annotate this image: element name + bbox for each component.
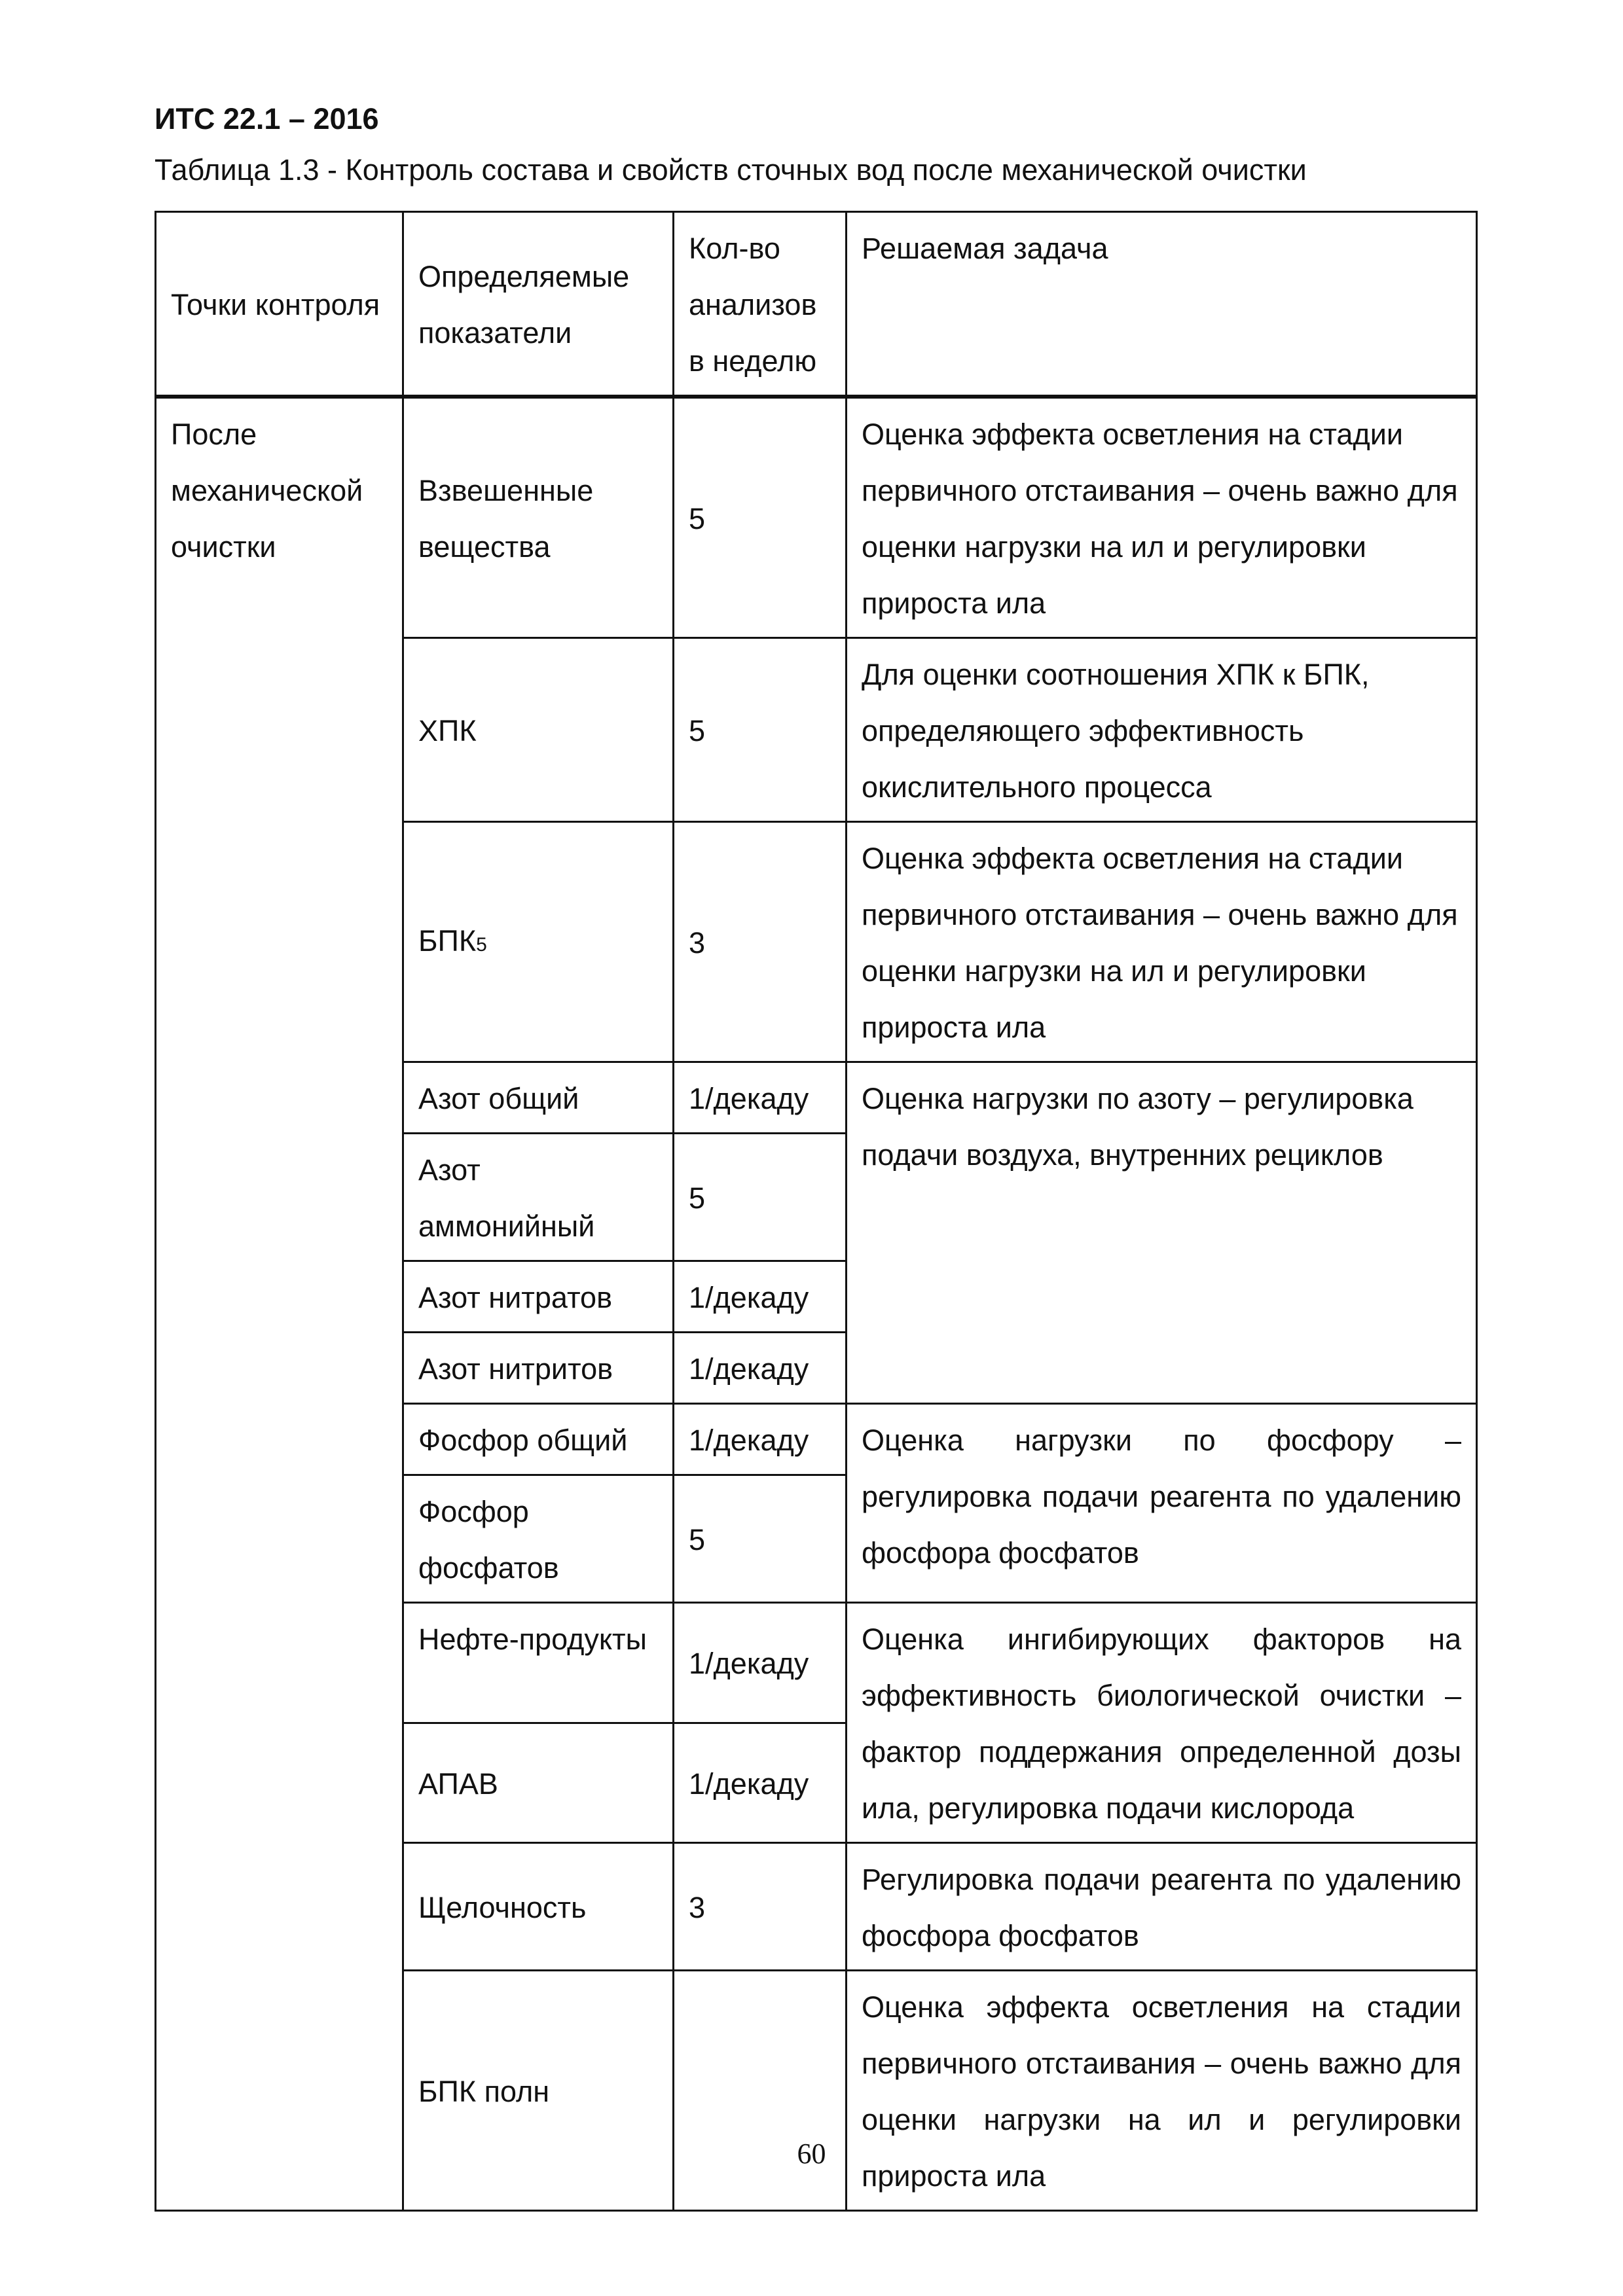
count-cell: 1/декаду	[674, 1603, 847, 1723]
task-cell: Оценка ингибирующих факторов на эффективность биологической очистки – фактор поддержания определенной дозы ила, регулировка подачи кислорода	[847, 1603, 1477, 1843]
count-cell: 1/декаду	[674, 1333, 847, 1404]
count-cell: 5	[674, 1475, 847, 1603]
count-cell: 1/декаду	[674, 1723, 847, 1843]
indicator-cell: АПАВ	[403, 1723, 674, 1843]
indicator-text: БПК	[418, 924, 477, 958]
task-cell: Оценка нагрузки по азоту – регулировка подачи воздуха, внутренних рециклов	[847, 1062, 1477, 1404]
indicator-cell: Щелочность	[403, 1843, 674, 1971]
indicator-cell: ХПК	[403, 638, 674, 822]
table-header-row	[156, 212, 1477, 397]
indicator-cell: Азот нитритов	[403, 1333, 674, 1404]
task-cell: Оценка эффекта осветления на стадии первичного отстаивания – очень важно для оценки нагрузки на ил и регулировки прироста ила	[847, 822, 1477, 1062]
task-cell: Оценка нагрузки по фосфору – регулировка подачи реагента по удалению фосфора фосфатов	[847, 1404, 1477, 1603]
header-control-points: Точки контроля	[156, 212, 403, 397]
control-table	[155, 211, 1478, 2212]
indicator-cell	[403, 822, 674, 1062]
count-cell: 5	[674, 397, 847, 638]
indicator-cell: Азот аммонийный	[403, 1134, 674, 1261]
count-cell: 5	[674, 1134, 847, 1261]
indicator-cell: Азот нитратов	[403, 1261, 674, 1333]
table-caption: Таблица 1.3 - Контроль состава и свойств сточных вод после механической очистки	[155, 153, 1307, 187]
count-cell: 3	[674, 822, 847, 1062]
indicator-subscript: 5	[476, 934, 487, 956]
header-task: Решаемая задача	[847, 212, 1477, 397]
document-code: ИТС 22.1 – 2016	[155, 102, 379, 135]
count-cell: 1/декаду	[674, 1062, 847, 1134]
header-count: Кол-во анализов в неделю	[674, 212, 847, 397]
page-number: 60	[797, 2138, 826, 2170]
table-row	[156, 397, 1477, 638]
count-cell: 3	[674, 1843, 847, 1971]
indicator-cell: БПК полн	[403, 1971, 674, 2211]
count-cell: 1/декаду	[674, 1404, 847, 1475]
header-indicators: Определяемые показатели	[403, 212, 674, 397]
task-cell: Для оценки соотношения ХПК к БПК, определяющего эффективность окислительного процесса	[847, 638, 1477, 822]
control-point-cell: После механической очистки	[156, 397, 403, 2211]
indicator-cell: Азот общий	[403, 1062, 674, 1134]
task-cell: Оценка эффекта осветления на стадии первичного отстаивания – очень важно для оценки нагрузки на ил и регулировки прироста ила	[847, 397, 1477, 638]
indicator-cell: Фосфор общий	[403, 1404, 674, 1475]
indicator-cell: Фосфор фосфатов	[403, 1475, 674, 1603]
indicator-cell: Нефте-продукты	[403, 1603, 674, 1723]
count-cell: 5	[674, 638, 847, 822]
count-cell: 1/декаду	[674, 1261, 847, 1333]
task-cell: Регулировка подачи реагента по удалению фосфора фосфатов	[847, 1843, 1477, 1971]
count-cell	[674, 1971, 847, 2211]
task-cell: Оценка эффекта осветления на стадии первичного отстаивания – очень важно для оценки нагрузки на ил и регулировки прироста ила	[847, 1971, 1477, 2211]
indicator-cell: Взвешенные вещества	[403, 397, 674, 638]
